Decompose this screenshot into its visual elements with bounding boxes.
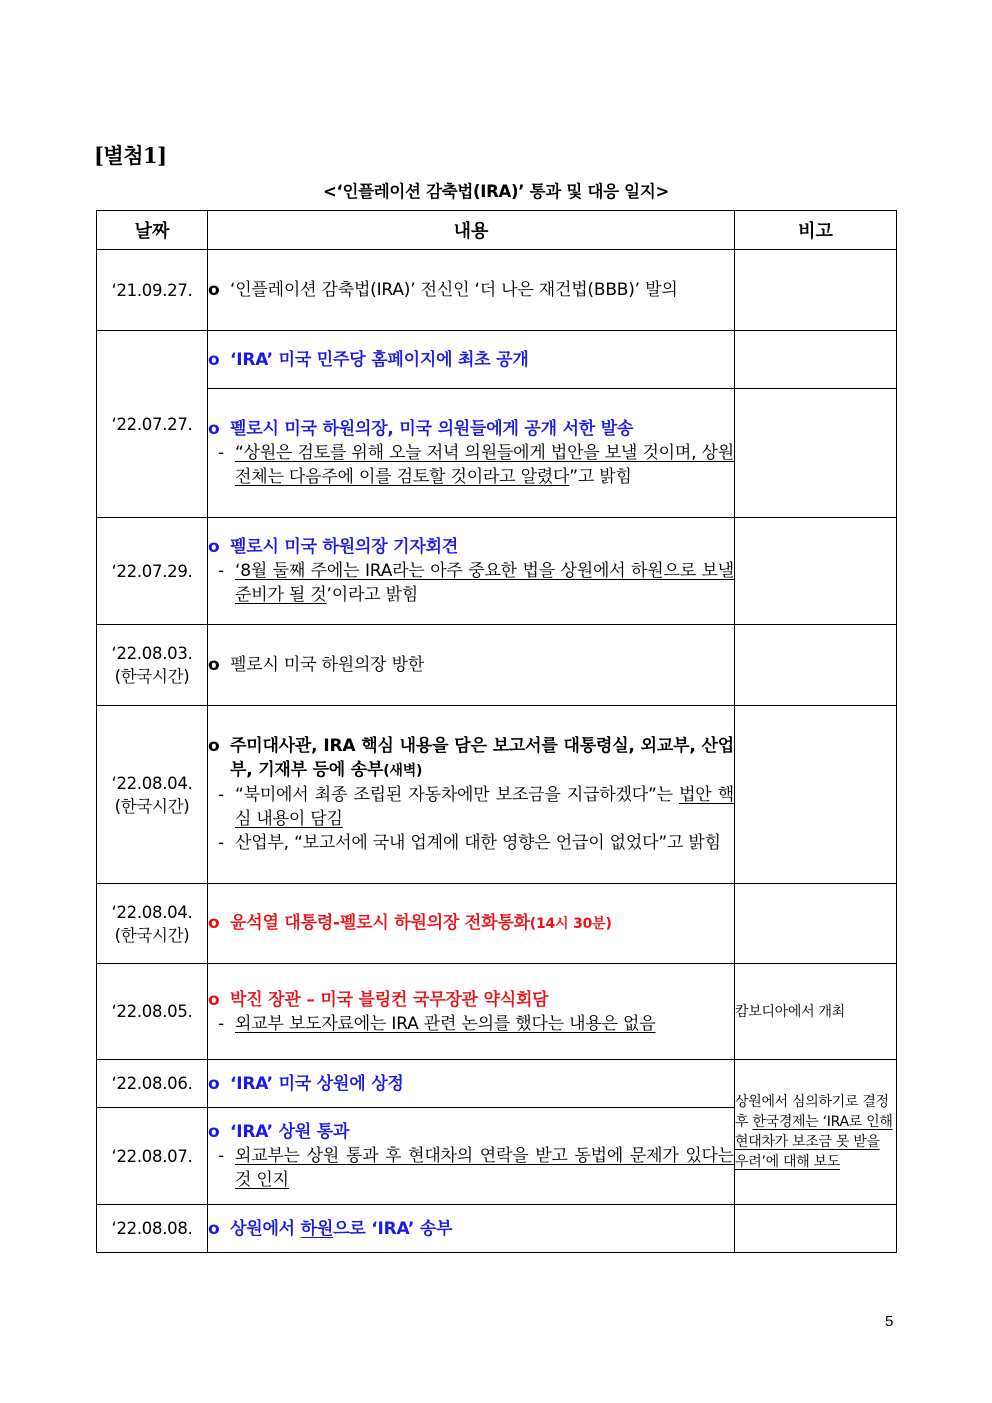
- table-row: [97, 389, 897, 518]
- bullet-marker: o: [208, 989, 220, 1010]
- content-cell: [208, 518, 735, 625]
- date-cell: ‘22.08.06.: [97, 1060, 208, 1108]
- content-cell: [208, 625, 735, 706]
- entry-time-note: (14시 30분): [529, 916, 612, 932]
- note-cell: [735, 625, 897, 706]
- quoted-statement: ‘8월 둘째 주에는 IRA라는 아주 중요한 법을 상원에서 하원으로 보낼 준비가 될 것: [235, 561, 734, 605]
- content-cell: [208, 964, 735, 1060]
- table-row: [97, 706, 897, 884]
- date-timezone: (한국시간): [114, 925, 190, 945]
- note-cell: [735, 250, 897, 331]
- sub-text-underlined: 법안 핵심 내용이 담김: [235, 785, 734, 829]
- note-cell: 캄보디아에서 개최: [735, 964, 897, 1060]
- content-cell: [208, 1205, 735, 1253]
- table-row: [97, 964, 897, 1060]
- quoted-statement: “상원은 검토를 위해 오늘 저녁 의원들에게 법안을 보낼 것이며, 상원 전체는 다음주에 이를 검토할 것이라고 알렸다: [235, 443, 734, 487]
- quote-tail: ’이라고 밝힘: [326, 585, 419, 605]
- date-timezone: (한국시간): [114, 667, 190, 686]
- content-cell: [208, 1108, 735, 1205]
- bullet-marker: o: [208, 1218, 220, 1239]
- date-text: ‘22.08.04.: [111, 902, 193, 922]
- header-content: 내용: [208, 211, 735, 250]
- date-text: ‘22.08.04.: [111, 773, 193, 793]
- sub-marker: -: [218, 833, 224, 853]
- entry-text: 펠로시 미국 하원의장 기자회견: [230, 537, 459, 557]
- attachment-label: [별첨1]: [94, 143, 167, 168]
- sub-text: 외교부 보도자료에는 IRA 관련 논의를 했다는 내용은 없음: [235, 1013, 656, 1034]
- entry-main-text: 주미대사관, IRA 핵심 내용을 담은 보고서를 대통령실, 외교부, 산업부, 기재부 등에 송부: [230, 736, 734, 780]
- sub-text-lead: “북미에서 최종 조립된 자동차에만 보조금을 지급하겠다”는: [235, 785, 680, 805]
- header-note: 비고: [735, 211, 897, 250]
- date-text: ‘22.08.03.: [111, 644, 193, 663]
- sub-text: [235, 441, 734, 489]
- entry-text: ‘인플레이션 감축법(IRA)’ 전신인 ‘더 나은 재건법(BBB)’ 발의: [230, 280, 678, 300]
- quote-tail: ”고 밝힘: [569, 467, 632, 487]
- table-row: [97, 625, 897, 706]
- page-number: 5: [885, 1313, 894, 1330]
- entry-time-note: (새벽): [383, 763, 423, 779]
- date-cell: [97, 625, 208, 706]
- content-cell: [208, 1060, 735, 1108]
- entry-text: 펠로시 미국 하원의장 방한: [230, 655, 425, 675]
- content-cell: [208, 250, 735, 331]
- bullet-marker: o: [208, 736, 220, 756]
- table-row: [97, 1060, 897, 1108]
- entry-text-lead: 상원에서: [230, 1218, 301, 1239]
- bullet-marker: o: [208, 419, 220, 439]
- entry-main-text: 윤석열 대통령-펠로시 하원의장 전화통화: [230, 913, 530, 933]
- table-row: [97, 884, 897, 964]
- note-cell: [735, 389, 897, 518]
- document-title: <‘인플레이션 감축법(IRA)’ 통과 및 대응 일지>: [323, 182, 669, 201]
- entry-text-tail: 으로 ‘IRA’ 송부: [333, 1218, 453, 1239]
- sub-text: [235, 559, 734, 607]
- note-underlined: 한국경제는 ‘IRA로 인해 현대차가 보조금 못 받을 우려’에 대해 보도: [735, 1114, 893, 1170]
- entry-text-underlined: 하원: [300, 1218, 334, 1239]
- sub-marker: -: [218, 443, 224, 463]
- table-row: [97, 1205, 897, 1253]
- content-cell: [208, 706, 735, 884]
- date-cell: ‘21.09.27.: [97, 250, 208, 331]
- table-row: [97, 250, 897, 331]
- sub-text: 산업부, “보고서에 국내 업계에 대한 영향은 언급이 없었다”고 밝힘: [235, 833, 721, 853]
- entry-text: ‘IRA’ 상원 통과: [230, 1122, 350, 1142]
- sub-marker: -: [218, 1146, 224, 1166]
- entry-text: [230, 1217, 734, 1241]
- entry-text: ‘IRA’ 미국 상원에 상정: [230, 1073, 404, 1094]
- note-cell: [735, 884, 897, 964]
- note-cell: [735, 331, 897, 389]
- entry-text: 박진 장관 – 미국 블링컨 국무장관 약식회담: [230, 989, 549, 1010]
- table-row: [97, 331, 897, 389]
- bullet-marker: o: [208, 537, 220, 557]
- sub-marker: -: [218, 785, 224, 805]
- content-cell: [208, 389, 735, 518]
- date-cell: ‘22.07.29.: [97, 518, 208, 625]
- note-cell: [735, 706, 897, 884]
- note-cell-merged: [735, 1060, 897, 1205]
- bullet-marker: o: [208, 655, 220, 675]
- header-date: 날짜: [97, 211, 208, 250]
- bullet-marker: o: [208, 280, 220, 300]
- entry-text: [230, 734, 734, 783]
- date-cell: ‘22.08.07.: [97, 1108, 208, 1205]
- note-cell: [735, 518, 897, 625]
- sub-text: [235, 783, 734, 831]
- date-timezone: (한국시간): [114, 796, 190, 816]
- content-cell: [208, 884, 735, 964]
- ira-timeline-table: [96, 210, 897, 1253]
- date-cell: ‘22.07.27.: [97, 331, 208, 518]
- sub-text: 외교부는 상원 통과 후 현대차의 연락을 받고 동법에 문제가 있다는 것 인지: [235, 1146, 734, 1190]
- entry-text: ‘IRA’ 미국 민주당 홈페이지에 최초 공개: [230, 349, 529, 370]
- entry-text: [230, 911, 734, 936]
- date-cell: ‘22.08.08.: [97, 1205, 208, 1253]
- table-header-row: [97, 211, 897, 250]
- note-cell: [735, 1205, 897, 1253]
- table-row: [97, 518, 897, 625]
- entry-text: 펠로시 미국 하원의장, 미국 의원들에게 공개 서한 발송: [230, 419, 634, 439]
- bullet-marker: o: [208, 1073, 220, 1094]
- date-cell: ‘22.08.05.: [97, 964, 208, 1060]
- date-cell: [97, 706, 208, 884]
- note-plain: 상원에서 심의하기로 결정 후: [735, 1094, 889, 1130]
- sub-marker: -: [218, 561, 224, 581]
- bullet-marker: o: [208, 1122, 220, 1142]
- content-cell: [208, 331, 735, 389]
- date-cell: [97, 884, 208, 964]
- bullet-marker: o: [208, 349, 220, 370]
- sub-marker: -: [218, 1013, 224, 1034]
- bullet-marker: o: [208, 913, 220, 933]
